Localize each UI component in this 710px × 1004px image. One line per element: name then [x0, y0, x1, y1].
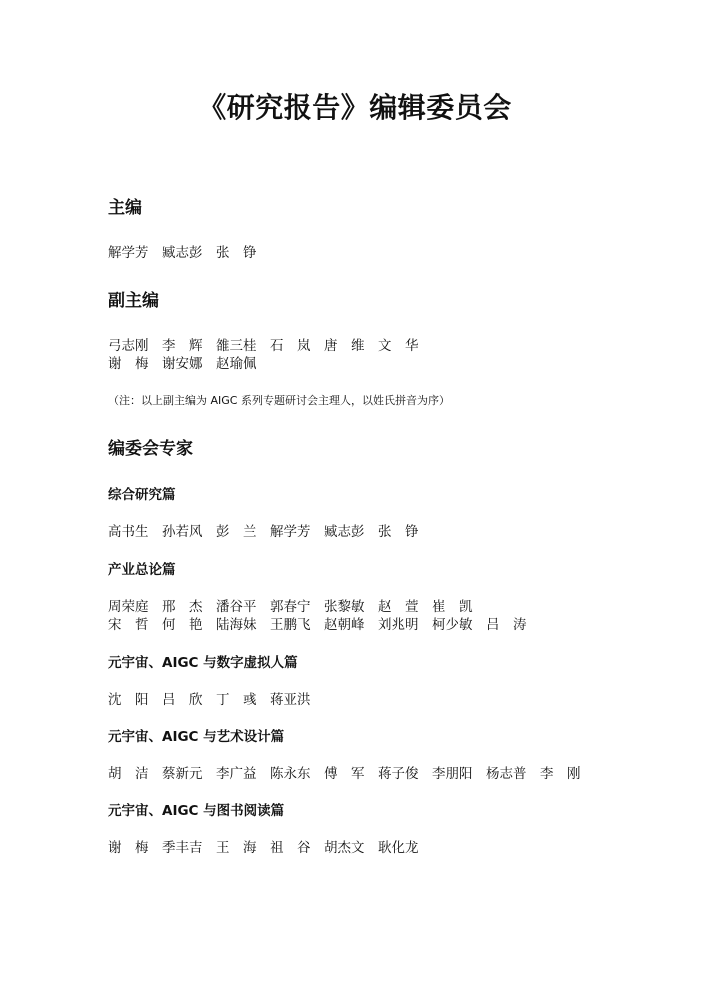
group-title-virtual-human: 元宇宙、AIGC 与数字虚拟人篇 — [108, 655, 298, 671]
group-title-comprehensive: 综合研究篇 — [108, 487, 176, 503]
group-names-comprehensive: 高书生 孙若风 彭 兰 解学芳 臧志彭 张 铮 — [108, 524, 419, 540]
editor-in-chief-heading: 主编 — [108, 198, 142, 218]
deputy-editors-note: （注：以上副主编为 AIGC 系列专题研讨会主理人，以姓氏拼音为序） — [108, 394, 450, 407]
page-title: 《研究报告》编辑委员会 — [198, 91, 512, 124]
committee-heading: 编委会专家 — [108, 439, 193, 459]
deputy-editors-heading: 副主编 — [108, 291, 159, 311]
group-names-industry-line-2: 宋 哲 何 艳 陆海妹 王鹏飞 赵朝峰 刘兆明 柯少敏 吕 涛 — [108, 617, 527, 633]
deputy-editors-names-line-1: 弓志刚 李 辉 雒三桂 石 岚 唐 维 文 华 — [108, 338, 419, 354]
group-names-industry-line-1: 周荣庭 邢 杰 潘谷平 郭春宁 张黎敏 赵 萱 崔 凯 — [108, 599, 473, 615]
deputy-editors-names-line-2: 谢 梅 谢安娜 赵瑜佩 — [108, 356, 257, 372]
group-title-art-design: 元宇宙、AIGC 与艺术设计篇 — [108, 729, 285, 745]
group-names-book-reading: 谢 梅 季丰吉 王 海 祖 谷 胡杰文 耿化龙 — [108, 840, 419, 856]
group-title-industry: 产业总论篇 — [108, 562, 176, 578]
group-title-book-reading: 元宇宙、AIGC 与图书阅读篇 — [108, 803, 285, 819]
editor-in-chief-names: 解学芳 臧志彭 张 铮 — [108, 245, 257, 261]
group-names-virtual-human: 沈 阳 吕 欣 丁 彧 蒋亚洪 — [108, 692, 311, 708]
group-names-art-design: 胡 洁 蔡新元 李广益 陈永东 傅 军 蒋子俊 李朋阳 杨志普 李 刚 — [108, 766, 581, 782]
